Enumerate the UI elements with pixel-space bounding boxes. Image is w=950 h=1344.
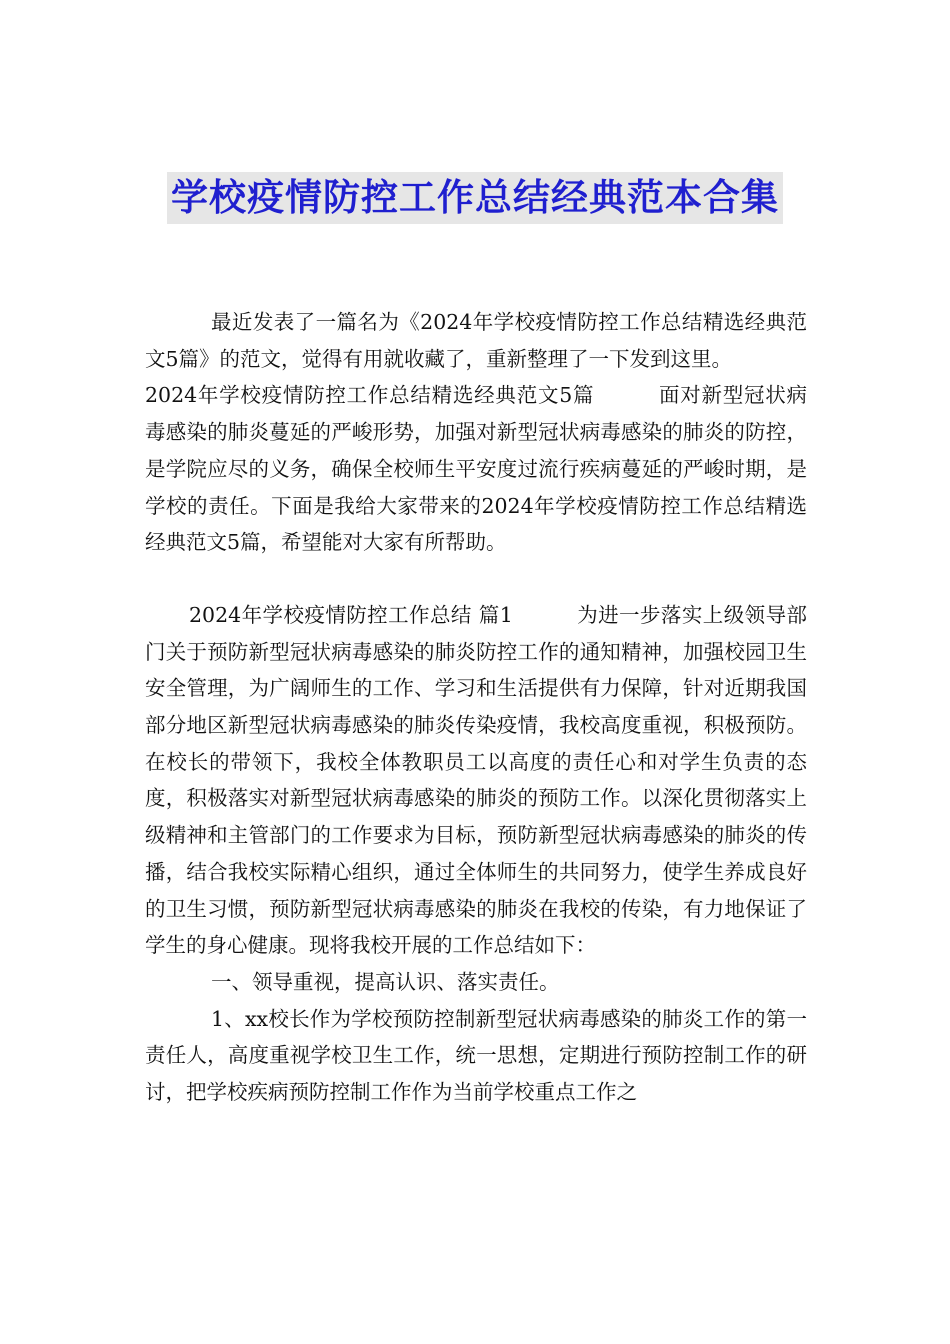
intro-paragraph: 最近发表了一篇名为《2024年学校疫情防控工作总结精选经典范文5篇》的范文，觉得有用就收藏了，重新整理了一下发到这里。 xyxy=(145,310,807,371)
document-body xyxy=(145,304,807,1111)
title-container xyxy=(0,172,950,224)
section1-paragraph xyxy=(145,597,807,964)
point1-heading: 一、领导重视，提高认识、落实责任。 xyxy=(211,969,560,994)
summary-heading: 2024年学校疫情防控工作总结精选经典范文5篇 xyxy=(145,383,595,408)
section1-text: 为进一步落实上级领导部门关于预防新型冠状病毒感染的肺炎防控工作的通知精神，加强校园卫生安全管理，为广阔师生的工作、学习和生活提供有力保障，针对近期我国部分地区新型冠状病毒感染的肺炎传染疫情，我校高度重视，积极预防。在校长的带领下，我校全体教职员工以高度的责任心和对学生负责的态度，积极落实对新型冠状病毒感染的肺炎的预防工作。以深化贯彻落实上级精神和主管部门的工作要求为目标，预防新型冠状病毒感染的肺炎的传播，结合我校实际精心组织，通过全体师生的共同努力，使学生养成良好的卫生习惯，预防新型冠状病毒感染的肺炎在我校的传染，有力地保证了学生的身心健康。现将我校开展的工作总结如下： xyxy=(145,602,808,958)
document-title: 学校疫情防控工作总结经典范本合集 xyxy=(167,172,783,224)
point1-item1: 1、xx校长作为学校预防控制新型冠状病毒感染的肺炎工作的第一责任人，高度重视学校卫生工作，统一思想，定期进行预防控制工作的研讨，把学校疾病预防控制工作作为当前学校重点工作之 xyxy=(145,1006,807,1105)
section1-title: 2024年学校疫情防控工作总结 篇1 xyxy=(189,602,513,627)
summary-paragraph xyxy=(145,377,807,561)
summary-text: 面对新型冠状病毒感染的肺炎蔓延的严峻形势，加强对新型冠状病毒感染的肺炎的防控，是学院应尽的义务，确保全校师生平安度过流行疾病蔓延的严峻时期，是学校的责任。下面是我给大家带来的2024年学校疫情防控工作总结精选经典范文5篇，希望能对大家有所帮助。 xyxy=(145,383,808,555)
